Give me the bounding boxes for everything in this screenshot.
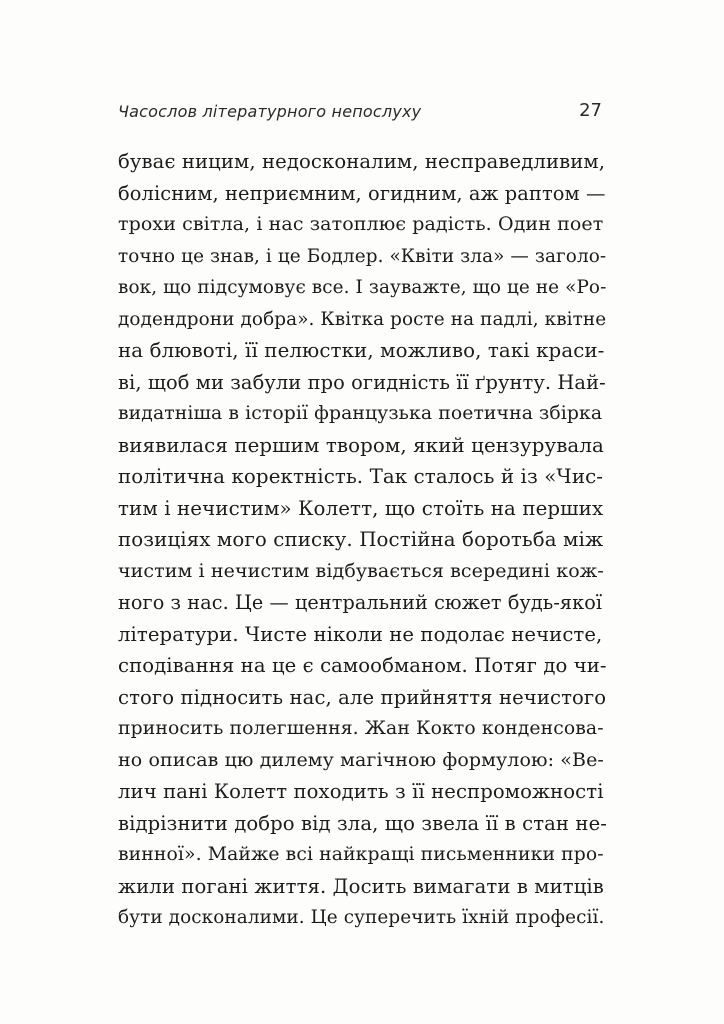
text-line: но описав цю дилему магічною формулою: «Ве- [118, 748, 604, 771]
text-line: приносить полегшення. Жан Кокто конденсова- [118, 718, 604, 739]
text-line: літератури. Чисте ніколи не подолає нечисте, [118, 622, 603, 646]
text-line: винної». Майже всі найкращі письменники про- [118, 844, 604, 865]
text-line: сподівання на це є самообманом. Потяг до чи- [118, 654, 607, 677]
text-line: чистим і нечистим відбувається всередині кож- [118, 559, 604, 582]
text-line: вок, що підсумовує все. І зауважте, що це не «Ро- [118, 277, 607, 298]
text-line: виявилася першим твором, який цензурувала [118, 433, 604, 457]
text-line: стого підносить нас, але прийняття нечистого [118, 685, 607, 709]
text-line: лич пані Колетт походить з її неспроможності [118, 780, 604, 803]
body-text [118, 146, 607, 934]
text-line: позиціях мого списку. Постійна боротьба між [118, 528, 604, 551]
text-line: тим і нечистим» Колетт, що стоїть на перших [118, 496, 604, 520]
running-header [118, 100, 602, 130]
text-line: ві, щоб ми забули про огидність її ґрунту. Най- [118, 370, 606, 394]
text-line: видатніша в історії французька поетична збірка [118, 403, 603, 424]
text-line: ного з нас. Це — центральний сюжет будь-якої [118, 591, 603, 614]
text-line: болісним, неприємним, огидним, аж раптом — [118, 181, 606, 205]
text-line: точно це знав, і це Бодлер. «Квіти зла» — заголо- [118, 245, 607, 267]
text-line: додендрони добра». Квітка росте на падлі, квітне [118, 308, 607, 330]
text-line: політична коректність. Так сталось й із «Чис- [118, 465, 604, 488]
text-line: трохи світла, і нас затоплює радість. Один поет [118, 213, 604, 235]
text-line: відрізнити добро від зла, що звела її в стан не- [118, 811, 607, 835]
text-line: на блювоті, її пелюстки, можливо, такі краси- [118, 339, 605, 362]
text-line: жили погані життя. Досить вимагати в митців [118, 874, 604, 898]
text-line: буває ницим, недосконалим, несправедливим, [118, 150, 606, 173]
running-title: Часослов літературного непослуху [118, 102, 422, 121]
page-number: 27 [579, 100, 602, 121]
text-line-last: бути досконалими. Це суперечить їхній професії. [118, 907, 605, 928]
